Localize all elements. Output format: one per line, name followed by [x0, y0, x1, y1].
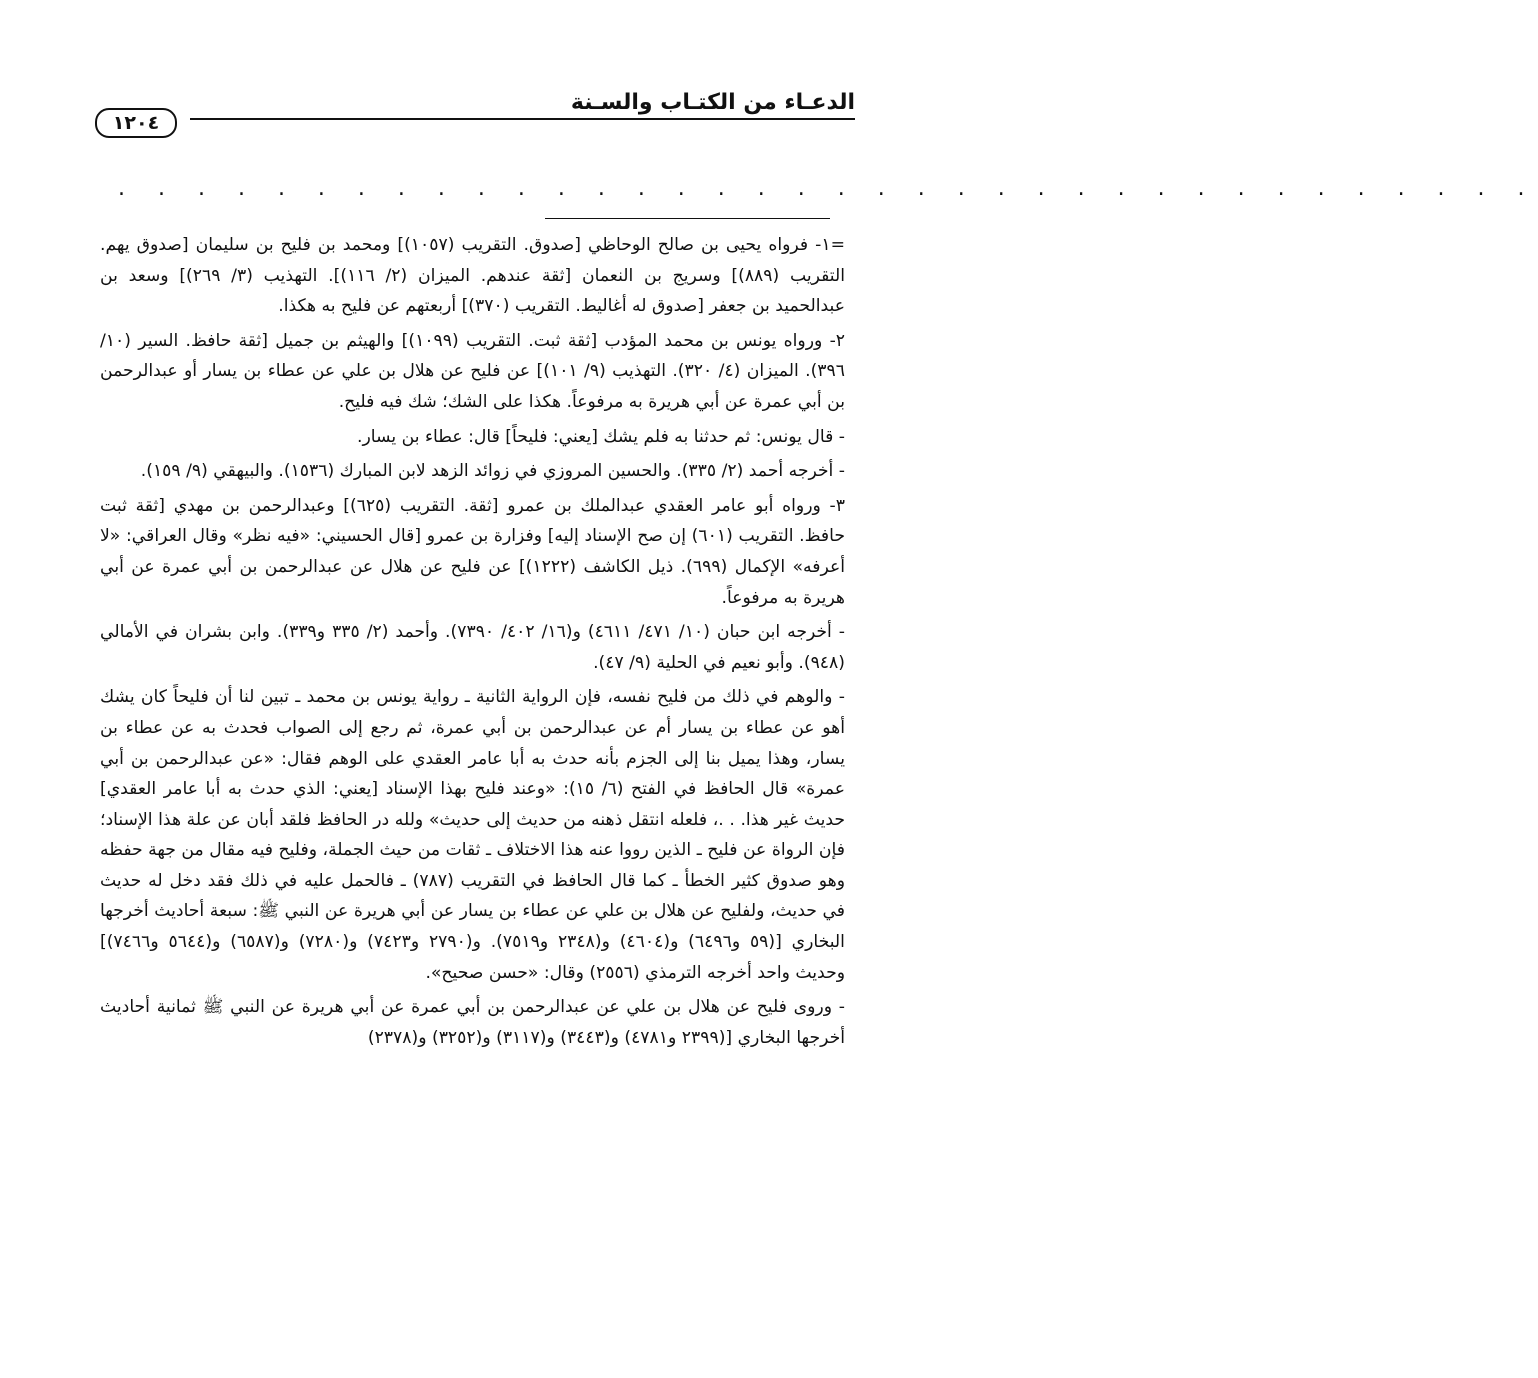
page-number-badge: ١٢٠٤ [95, 108, 177, 138]
footnote-paragraph: ٢- ورواه يونس بن محمد المؤدب [ثقة ثبت. التقريب (١٠٩٩)] والهيثم بن جميل [ثقة حافظ. السير (١٠/ ٣٩٦). الميزان (٤/ ٣٢٠). التهذيب (٩/ ١٠١)] عن فليح عن هلال بن علي عن عطاء بن يسار أو عبدالرحمن بن أبي عمرة عن أبي هريرة به مرفوعاً. هكذا على الشك؛ شك فيه فليح. [100, 330, 846, 412]
footnote-paragraph: ٣- ورواه أبو عامر العقدي عبدالملك بن عمرو [ثقة. التقريب (٦٢٥)] وعبدالرحمن بن مهدي [ثقة ثبت حافظ. التقريب (٦٠١) إن صح الإسناد إليه] وفزارة بن عمرو [قال الحسيني: «فيه نظر» وقال العراقي: «لا أعرفه» الإكمال (٦٩٩). ذيل الكاشف (١٢٢٢)] عن فليح عن هلال عن عبدالرحمن بن أبي عمرة عن أبي هريرة به مرفوعاً. [100, 495, 846, 608]
footnote-paragraph: - والوهم في ذلك من فليح نفسه، فإن الرواية الثانية ـ رواية يونس بن محمد ـ تبين لنا أن فليحاً كان يشك أهو عن عطاء بن يسار أم عن عبدالرحمن بن أبي عمرة، ثم رجع إلى الصواب فحدث به عن عطاء بن يسار، وهذا يميل بنا إلى الجزم بأنه حدث به أبا عامر العقدي على الوهم فقال: «عن عبدالرحمن بن أبي عمرة» قال الحافظ في الفتح (٦/ ١٥): «وعند فليح بهذا الإسناد [يعني: الذي حدث به أبا عامر العقدي] حديث غير هذا. . .، فلعله انتقل ذهنه من حديث إلى حديث» ولله در الحافظ فلقد أبان عن علة هذا الإسناد؛ فإن الرواة عن فليح ـ الذين رووا عنه هذا الاختلاف ـ ثقات من حيث الجملة، وفليح فيه مقال من جهة حفظه وهو صدوق كثير الخطأ ـ كما قال الحافظ في التقريب (٧٨٧) ـ فالحمل عليه في ذلك فقد دخل له حديث في حديث، ولفليح عن هلال بن علي عن عطاء بن يسار عن أبي هريرة عن النبي ﷺ: سبعة أحاديث أخرجها البخاري [(٥٩ و٦٤٩٦) و(٤٦٠٤) و(٢٣٤٨ و٧٥١٩). و(٢٧٩٠ و٧٤٢٣) و(٧٢٨٠) و(٦٥٨٧) و(٥٦٤٤ و٧٤٦٦)] وحديث واحد أخرجه الترمذي (٢٥٥٦) وقال: «حسن صحيح». [100, 687, 845, 983]
footnote-paragraph: - أخرجه ابن حبان (١٠/ ٤٧١/ ٤٦١١) و(١٦/ ٤٠٢/ ٧٣٩٠). وأحمد (٢/ ٣٣٥ و٣٣٩). وابن بشران في الأمالي (٩٤٨). وأبو نعيم في الحلية (٩/ ٤٧). [100, 622, 845, 673]
header-rule [190, 118, 855, 120]
footnote-rule [545, 218, 830, 219]
footnote-paragraph: - قال يونس: ثم حدثنا به فلم يشك [يعني: فليحاً] قال: عطاء بن يسار. [357, 426, 845, 447]
running-title: الدعـاء من الكتـاب والسـنة [570, 90, 855, 115]
footnote-paragraph: =١- فرواه يحيى بن صالح الوحاظي [صدوق. التقريب (١٠٥٧)] ومحمد بن فليح بن سليمان [صدوق يهم. التقريب (٨٨٩)] وسريج بن النعمان [ثقة عندهم. الميزان (٢/ ١١٦)]. التهذيب (٣/ ٢٦٩)] وسعد بن عبدالحميد بن جعفر [صدوق له أغاليط. التقريب (٣٧٠)] أربعتهم عن فليح به هكذا. [100, 235, 845, 317]
footnote-text [100, 230, 845, 1057]
footnote-paragraph: - أخرجه أحمد (٢/ ٣٣٥). والحسين المروزي في زوائد الزهد لابن المبارك (١٥٣٦). والبيهقي (٩/ ١٥٩). [140, 461, 845, 482]
page-header [95, 82, 855, 142]
footnote-paragraph: - وروى فليح عن هلال بن علي عن عبدالرحمن بن أبي عمرة عن أبي هريرة عن النبي ﷺ ثمانية أحاديث أخرجها البخاري [(٢٣٩٩ و٤٧٨١) و(٣٤٤٣) و(٣١١٧) و(٣٢٥٢) و(٢٣٧٨) [100, 997, 845, 1048]
separator-dots: . . . . . . . . . . . . . . . . . . . . . . . . . . . . . . . . . . . . [118, 176, 1538, 201]
